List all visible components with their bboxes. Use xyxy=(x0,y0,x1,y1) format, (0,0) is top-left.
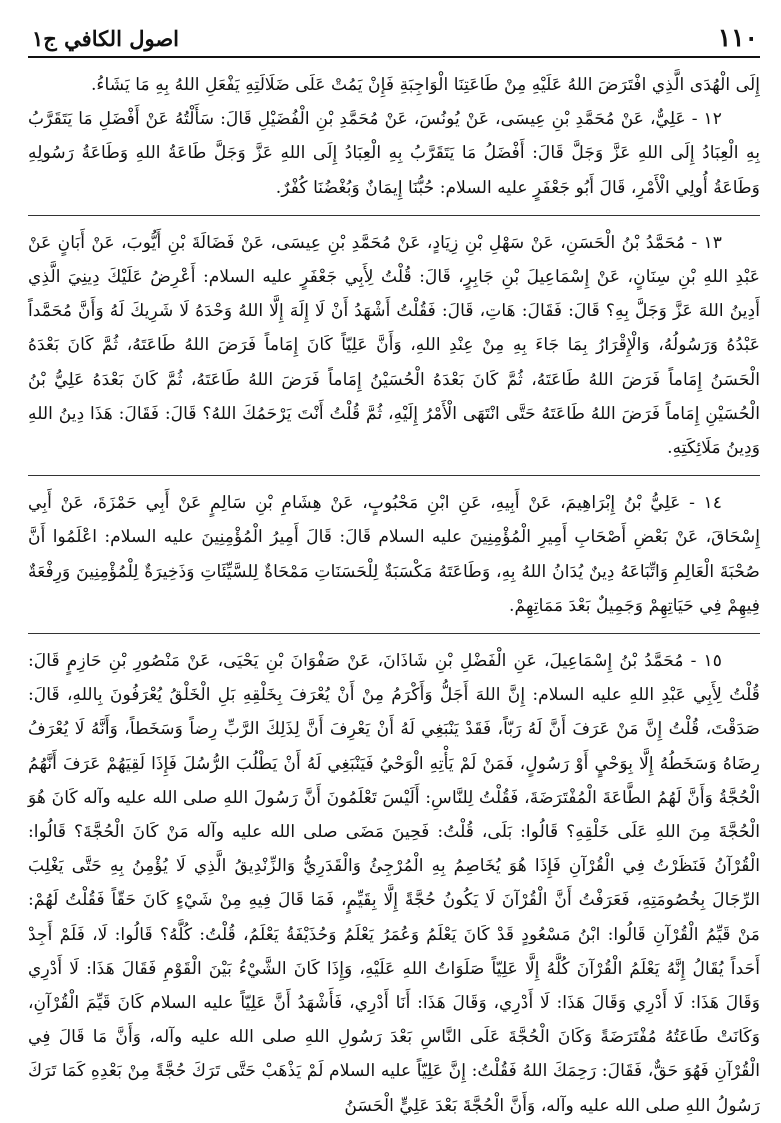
section-divider xyxy=(28,215,760,216)
page-body xyxy=(28,68,760,1123)
section-divider xyxy=(28,475,760,476)
page-header xyxy=(28,22,760,58)
hadith-14: ١٤ - عَلِيُّ بْنُ إِبْرَاهِيمَ، عَنْ أَبِيهِ، عَنِ ابْنِ مَحْبُوبٍ، عَنْ هِشَامِ بْنِ سَالِمٍ عَنْ أَبِي حَمْزَةَ، عَنْ أَبِي إِسْحَاقَ، عَنْ بَعْضِ أَصْحَابِ أَمِيرِ الْمُؤْمِنِينَ عليه السلام قَالَ: قَالَ أَمِيرُ الْمُؤْمِنِينَ عليه السلام: اعْلَمُوا أَنَّ صُحْبَةَ الْعَالِمِ وَاتِّبَاعَهُ دِينٌ يُدَانُ اللهُ بِهِ، وَطَاعَتَهُ مَكْسَبَةٌ لِلْحَسَنَاتِ مَمْحَاةٌ لِلسَّيِّئَاتِ وَذَخِيرَةٌ لِلْمُؤْمِنِينَ وَرِفْعَةٌ فِيهِمْ فِي حَيَاتِهِمْ وَجَمِيلٌ بَعْدَ مَمَاتِهِمْ. xyxy=(28,493,760,616)
book-page xyxy=(28,22,760,1116)
paragraph-continuation: إِلَى الْهُدَى الَّذِي افْتَرَضَ اللهُ عَلَيْهِ مِنْ طَاعَتِنَا الْوَاجِبَةِ فَإِنْ يَمُتْ عَلَى ضَلَالَتِهِ يَفْعَلِ اللهُ بِهِ مَا يَشَاءُ. xyxy=(90,75,760,95)
hadith-13: ١٣ - مُحَمَّدُ بْنُ الْحَسَنِ، عَنْ سَهْلِ بْنِ زِيَادٍ، عَنْ مُحَمَّدِ بْنِ عِيسَى، عَنْ فَضَالَةَ بْنِ أَيُّوبَ، عَنْ أَبَانٍ عَنْ عَبْدِ اللهِ بْنِ سِنَانٍ، عَنْ إِسْمَاعِيلَ بْنِ جَابِرٍ، قَالَ: قُلْتُ لِأَبِي جَعْفَرٍ عليه السلام: أَعْرِضُ عَلَيْكَ دِينِيَ الَّذِي أَدِينُ اللهَ عَزَّ وَجَلَّ بِهِ؟ قَالَ: فَقَالَ: هَاتِ، قَالَ: فَقُلْتُ أَشْهَدُ أَنْ لَا إِلَهَ إِلَّا اللهُ وَحْدَهُ لَا شَرِيكَ لَهُ وَأَنَّ مُحَمَّداً عَبْدُهُ وَرَسُولُهُ، وَالْإِقْرَارُ بِمَا جَاءَ بِهِ مِنْ عِنْدِ اللهِ، وَأَنَّ عَلِيّاً كَانَ إِمَاماً فَرَضَ اللهُ طَاعَتَهُ، ثُمَّ كَانَ بَعْدَهُ الْحَسَنُ إِمَاماً فَرَضَ اللهُ طَاعَتَهُ، ثُمَّ كَانَ بَعْدَهُ الْحُسَيْنُ إِمَاماً فَرَضَ اللهُ طَاعَتَهُ، ثُمَّ كَانَ بَعْدَهُ عَلِيُّ بْنُ الْحُسَيْنِ إِمَاماً فَرَضَ اللهُ طَاعَتَهُ حَتَّى انْتَهَى الْأَمْرُ إِلَيْهِ، ثُمَّ قُلْتُ أَنْتَ يَرْحَمُكَ اللهُ؟ قَالَ: فَقَالَ: هَذَا دِينُ اللهِ وَدِينُ مَلَائِكَتِهِ. xyxy=(28,232,760,459)
hadith-12: ١٢ - عَلِيٌّ، عَنْ مُحَمَّدِ بْنِ عِيسَى، عَنْ يُونُسَ، عَنْ مُحَمَّدِ بْنِ الْفُضَيْلِ قَالَ: سَأَلْتُهُ عَنْ أَفْضَلِ مَا يَتَقَرَّبُ بِهِ الْعِبَادُ إِلَى اللهِ عَزَّ وَجَلَّ قَالَ: أَفْضَلُ مَا يَتَقَرَّبُ بِهِ الْعِبَادُ إِلَى اللهِ عَزَّ وَجَلَّ طَاعَةُ اللهِ وَطَاعَةُ رَسُولِهِ وَطَاعَةُ أُولِي الْأَمْرِ، قَالَ أَبُو جَعْفَرٍ عليه السلام: حُبُّنَا إِيمَانٌ وَبُغْضُنَا كُفْرٌ. xyxy=(28,109,760,198)
running-title: اصول الكافي ج١ xyxy=(32,26,180,51)
page-number: ١١٠ xyxy=(717,23,758,52)
section-divider xyxy=(28,633,760,634)
hadith-15: ١٥ - مُحَمَّدُ بْنُ إِسْمَاعِيلَ، عَنِ الْفَضْلِ بْنِ شَاذَانَ، عَنْ صَفْوَانَ بْنِ يَحْيَى، عَنْ مَنْصُورِ بْنِ حَازِمٍ قَالَ: قُلْتُ لِأَبِي عَبْدِ اللهِ عليه السلام: إِنَّ اللهَ أَجَلُّ وَأَكْرَمُ مِنْ أَنْ يُعْرَفَ بِخَلْقِهِ بَلِ الْخَلْقُ يُعْرَفُونَ بِاللهِ، قَالَ: صَدَقْتَ، قُلْتُ إِنَّ مَنْ عَرَفَ أَنَّ لَهُ رَبّاً، فَقَدْ يَنْبَغِي لَهُ أَنْ يَعْرِفَ أَنَّ لِذَلِكَ الرَّبِّ رِضاً وَسَخَطاً، وَأَنَّهُ لَا يُعْرَفُ رِضَاهُ وَسَخَطُهُ إِلَّا بِوَحْيٍ أَوْ رَسُولٍ، فَمَنْ لَمْ يَأْتِهِ الْوَحْيُ فَيَنْبَغِي لَهُ أَنْ يَطْلُبَ الرُّسُلَ فَإِذَا لَقِيَهُمْ عَرَفَ أَنَّهُمُ الْحُجَّةُ وَأَنَّ لَهُمُ الطَّاعَةَ الْمُفْتَرَضَةَ، فَقُلْتُ لِلنَّاسِ: أَلَيْسَ تَعْلَمُونَ أَنَّ رَسُولَ اللهِ صلى الله عليه وآله كَانَ هُوَ الْحُجَّةَ مِنَ اللهِ عَلَى خَلْقِهِ؟ قَالُوا: بَلَى، قُلْتُ: فَحِينَ مَضَى صلى الله عليه وآله مَنْ كَانَ الْحُجَّةَ؟ قَالُوا: الْقُرْآنُ فَنَظَرْتُ فِي الْقُرْآنِ فَإِذَا هُوَ يُخَاصِمُ بِهِ الْمُرْجِئُ وَالْقَدَرِيُّ وَالزِّنْدِيقُ الَّذِي لَا يُؤْمِنُ بِهِ حَتَّى يَغْلِبَ الرِّجَالَ بِخُصُومَتِهِ، فَعَرَفْتُ أَنَّ الْقُرْآنَ لَا يَكُونُ حُجَّةً إِلَّا بِقَيِّمٍ، فَمَا قَالَ فِيهِ مِنْ شَيْءٍ كَانَ حَقّاً فَقُلْتُ لَهُمْ: مَنْ قَيِّمُ الْقُرْآنِ قَالُوا: ابْنُ مَسْعُودٍ قَدْ كَانَ يَعْلَمُ وَعُمَرُ يَعْلَمُ وَحُذَيْفَةُ يَعْلَمُ، قُلْتُ: كُلَّهُ؟ قَالُوا: لَا، فَلَمْ أَجِدْ أَحَداً يُقَالُ إِنَّهُ يَعْلَمُ الْقُرْآنَ كُلَّهُ إِلَّا عَلِيّاً صَلَوَاتُ اللهِ عَلَيْهِ، وَإِذَا كَانَ الشَّيْءُ بَيْنَ الْقَوْمِ فَقَالَ هَذَا: لَا أَدْرِي وَقَالَ هَذَا: لَا أَدْرِي وَقَالَ هَذَا: لَا أَدْرِي، وَقَالَ هَذَا: أَنَا أَدْرِي، فَأَشْهَدُ أَنَّ عَلِيّاً عليه السلام كَانَ قَيِّمَ الْقُرْآنِ، وَكَانَتْ طَاعَتُهُ مُفْتَرَضَةً وَكَانَ الْحُجَّةَ عَلَى النَّاسِ بَعْدَ رَسُولِ اللهِ صلى الله عليه وآله، وَأَنَّ مَا قَالَ فِي الْقُرْآنِ فَهُوَ حَقٌّ، فَقَالَ: رَحِمَكَ اللهُ فَقُلْتُ: إِنَّ عَلِيّاً عليه السلام لَمْ يَذْهَبْ حَتَّى تَرَكَ حُجَّةً مِنْ بَعْدِهِ كَمَا تَرَكَ رَسُولُ اللهِ صلى الله عليه وآله، وَأَنَّ الْحُجَّةَ بَعْدَ عَلِيٍّ الْحَسَنُ xyxy=(28,651,760,1116)
